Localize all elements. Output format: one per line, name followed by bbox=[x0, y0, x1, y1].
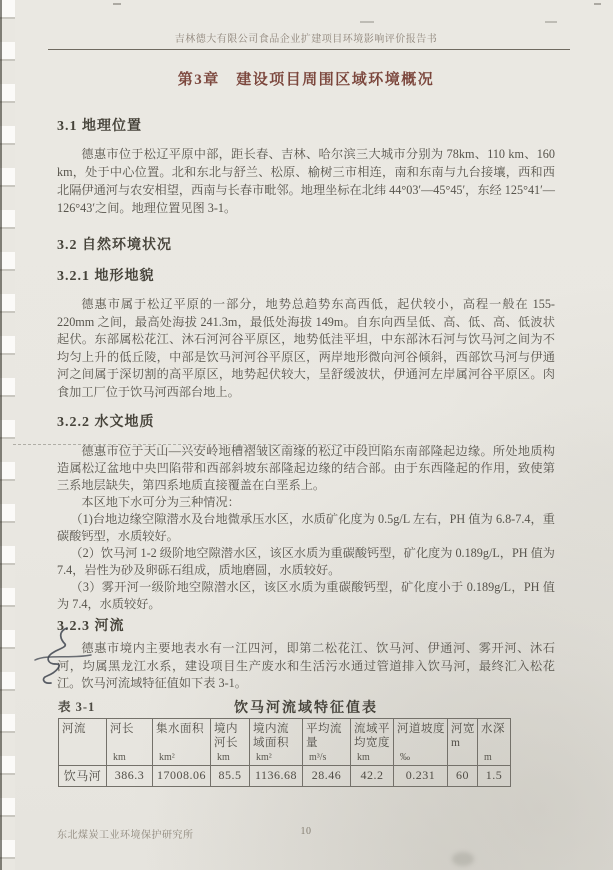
cell-river-length: 386.3 bbox=[107, 765, 153, 786]
scan-speck bbox=[594, 3, 601, 5]
paragraph-terrain: 德惠市属于松辽平原的一部分，地势总趋势东高西低，起伏较小，高程一般在 155-220mm 之间，最高处海拔 241.3m，最低处海拔 149m。自东向西呈低、高、低、高、低波状起伏。东部属松花江、沐石河河谷平原区，地势低洼平坦，中东部沐石河与饮马河之间为不均匀上升的低丘陵，中部是饮马河河谷平原区，两岸地形微向河谷倾斜，西部饮马河与伊通河之间属于深切割的高平原区，地势起伏较大，呈舒缓波状，伊通河左岸属河谷平原区。肉食加工厂位于饮马河西部台地上。 bbox=[57, 297, 555, 399]
col-header-river-length: 河长 km bbox=[107, 718, 153, 765]
footer-page-number: 10 bbox=[300, 826, 312, 837]
paragraph-groundwater-intro: 本区地下水可分为三种情况： bbox=[81, 495, 240, 509]
page-footer bbox=[57, 826, 555, 841]
section-heading-3-2-3: 3.2.3 河流 bbox=[57, 619, 125, 634]
scan-crease-line bbox=[13, 444, 381, 445]
table-caption bbox=[57, 697, 555, 715]
cell-inside-length: 85.5 bbox=[211, 765, 250, 786]
river-characteristics-table bbox=[58, 718, 511, 787]
cell-channel-slope: 0.231 bbox=[394, 765, 448, 786]
col-header-average-flow: 平均流量 m³/s bbox=[303, 718, 351, 765]
section-heading-3-2-1: 3.2.1 地形地貌 bbox=[57, 269, 155, 284]
paragraph-geography: 德惠市位于松辽平原中部，距长春、吉林、哈尔滨三大城市分别为 78km、110 km、160 km，处于中心位置。北和东北与舒兰、松原、榆树三市相连，南和东南与九台接壤，西和西北隔伊通河与农安相望，西南与长春市毗邻。地理坐标在北纬 44°03′—45°45′，东经 125°41′—126°43′之间。地理位置见图 3-1。 bbox=[57, 147, 555, 215]
cell-average-basin-width: 42.2 bbox=[351, 765, 394, 786]
cell-average-flow: 28.46 bbox=[303, 765, 351, 786]
cell-catchment-area: 17008.06 bbox=[153, 765, 211, 786]
col-header-river: 河流 bbox=[59, 718, 107, 765]
header-rule bbox=[48, 49, 570, 50]
cell-river-name: 饮马河 bbox=[59, 765, 107, 786]
section-heading-3-1: 3.1 地理位置 bbox=[57, 119, 142, 134]
paragraph-rivers: 德惠市境内主要地表水有一江四河，即第二松花江、饮马河、伊通河、雾开河、沐石河，均属黑龙江水系，建设项目生产废水和生活污水通过管道排入饮马河，最终汇入松花江。饮马河流域特征值如下表 3-1。 bbox=[57, 641, 555, 690]
col-header-catchment-area: 集水面积 km² bbox=[153, 718, 211, 765]
paragraph-hydrogeology: 德惠市位于天山—兴安岭地槽褶皱区南缘的松辽中段凹陷东南部隆起边缘。所处地质构造属松辽盆地中央凹陷带和西部斜坡东部隆起边缘的结合部。由于东西隆起的作用，致使第三系地层缺失，第四系地质直接覆盖在白垩系上。 bbox=[57, 444, 555, 492]
col-header-water-depth: 水深 m bbox=[478, 718, 511, 765]
col-header-inside-length: 境内河长 km bbox=[211, 718, 250, 765]
binding-edge bbox=[0, 0, 15, 870]
section-heading-3-2: 3.2 自然环境状况 bbox=[57, 238, 172, 253]
paragraph-groundwater-item-1: （1)台地边缘空隙潜水及台地微承压水区，水质矿化度为 0.5g/L 左右，PH 值为 6.8-7.4，重碳酸钙型，水质较好。 bbox=[57, 512, 555, 543]
handwritten-ink-mark bbox=[33, 626, 93, 688]
cell-inside-basin-area: 1136.68 bbox=[250, 765, 303, 786]
paragraph-groundwater-item-3: （3）雾开河一级阶地空隙潜水区，该区水质为重碳酸钙型，矿化度小于 0.189g/L，PH 值为 7.4，水质较好。 bbox=[57, 580, 555, 611]
footer-organization: 东北煤炭工业环境保护研究所 bbox=[57, 830, 194, 841]
section-heading-3-2-2: 3.2.2 水文地质 bbox=[57, 415, 155, 430]
table-header-row bbox=[59, 718, 511, 765]
page-content bbox=[57, 0, 555, 787]
cell-water-depth: 1.5 bbox=[478, 765, 511, 786]
table-title: 饮马河流域特征值表 bbox=[234, 700, 378, 716]
col-header-river-width: 河宽m bbox=[448, 718, 478, 765]
chapter-title: 第3章 建设项目周围区域环境概况 bbox=[177, 72, 435, 88]
col-header-inside-basin-area: 境内流域面积 km² bbox=[250, 718, 303, 765]
col-header-average-basin-width: 流域平均宽度 km bbox=[351, 718, 394, 765]
cell-river-width: 60 bbox=[448, 765, 478, 786]
running-header: 吉林德大有限公司食品企业扩建项目环境影响评价报告书 bbox=[174, 34, 438, 45]
paragraph-groundwater-item-2: （2）饮马河 1-2 级阶地空隙潜水区，该区水质为重碳酸钙型，矿化度为 0.189g/L，PH 值为 7.4，岩性为砂及卵砾石组成，质地磨圆，水质较好。 bbox=[57, 546, 555, 577]
scan-smudge bbox=[452, 852, 474, 866]
col-header-channel-slope: 河道坡度 ‰ bbox=[394, 718, 448, 765]
table-data-row bbox=[59, 765, 511, 786]
table-label: 表 3-1 bbox=[58, 699, 96, 714]
